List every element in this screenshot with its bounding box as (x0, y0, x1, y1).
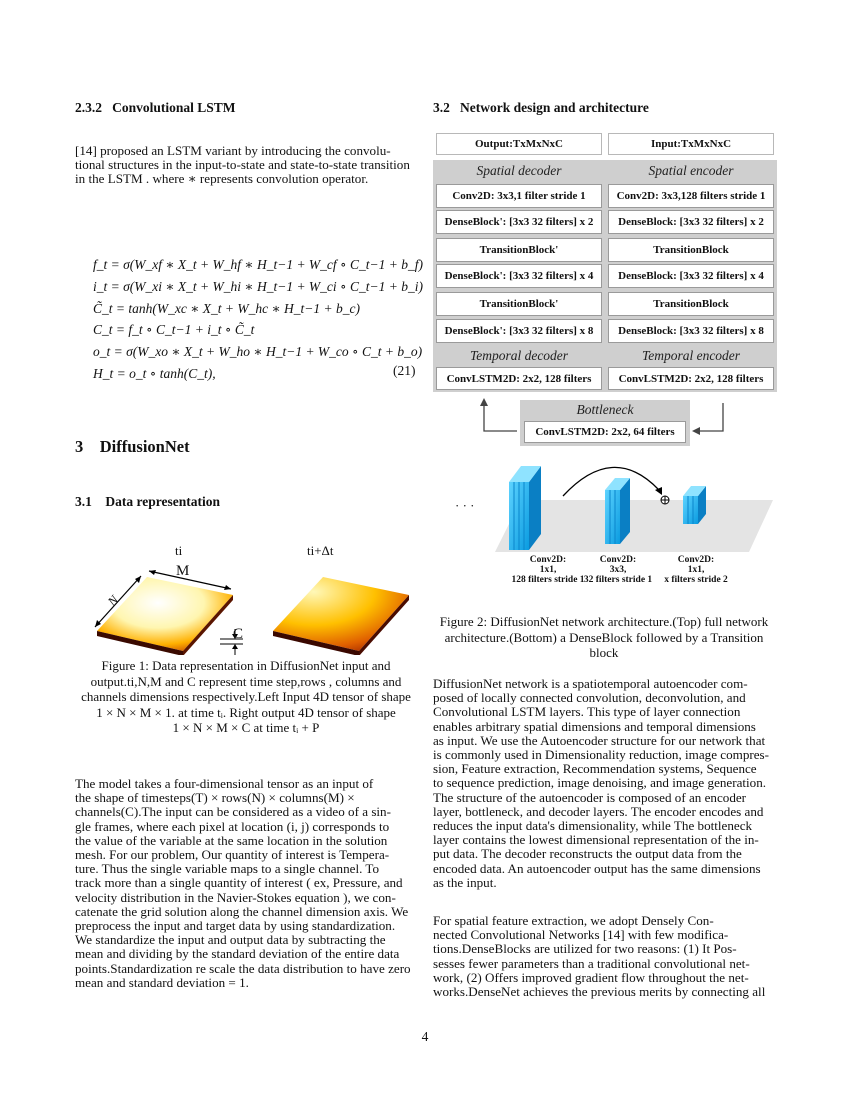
caption-line: 1 × N × M × 1. at time tᵢ. Right output 4D tensor of shape (96, 704, 396, 720)
text-line: mean and standard deviation = 1. (75, 974, 249, 990)
text-line: posed of locally connected convolution, deconvolution, and (433, 690, 746, 706)
text-line: in the LSTM . where ∗ represents convolution operator. (75, 171, 369, 187)
section-number: 3.2 (433, 100, 450, 115)
decoder-denseblock-2: DenseBlock': [3x3 32 filters] x 4 (436, 264, 602, 288)
text-line: tions.DenseBlocks are utilized for two reasons: (1) It Pos- (433, 941, 737, 957)
text-line: DiffusionNet network is a spatiotemporal autoencoder com- (433, 676, 748, 691)
section-title: Network design and architecture (460, 100, 649, 115)
section-number: 3 (75, 437, 84, 456)
encoder-denseblock-3: DenseBlock: [3x3 32 filters] x 8 (608, 319, 774, 343)
architecture-paragraph-2 (433, 914, 776, 999)
layer-conv2d-1x1-128 (509, 466, 541, 550)
fig1-time-label-left: ti (175, 543, 183, 558)
figure-2-denseblock (433, 448, 778, 588)
input-tensor-plate (97, 577, 233, 655)
data-representation-paragraph (75, 777, 416, 990)
denseblock-diagram (433, 448, 778, 556)
label-line: 1x1, (687, 565, 705, 575)
text-line: channels(C).The input can be considered as a video of a sin- (75, 804, 391, 820)
output-tensor-plate (273, 577, 409, 655)
ellipsis: · · · (455, 498, 475, 513)
equation-line: C_t = f_t ∘ C_t−1 + i_t ∘ C̃_t (93, 322, 255, 338)
text-line: enables arbitrary spatial dimensions and temporal dimensions (433, 718, 756, 734)
figure-2-caption (428, 614, 780, 661)
temporal-encoder-label: Temporal encoder (605, 345, 777, 367)
text-line: to sequence prediction, image denoising, and image generation. (433, 775, 767, 791)
section-title: Data representation (105, 494, 220, 509)
text-line: work, (2) Offers improved gradient flow throughout the net- (433, 969, 749, 985)
text-line: is commonly used in Dimensionality reduction, image compres- (433, 747, 770, 763)
decoder-denseblock-3: DenseBlock': [3x3 32 filters] x 8 (436, 319, 602, 343)
fig1-m-label: M (176, 563, 190, 579)
label-layer-3 (641, 555, 751, 585)
text-line: gle frames, where each pixel at location (i, j) corresponds to (75, 818, 390, 834)
text-line: Convolutional LSTM layers. This type of layer connection (433, 704, 741, 720)
equation-line: i_t = σ(W_xi ∗ X_t + W_hi ∗ H_t−1 + W_ci ∘ C_t−1 + b_i) (93, 278, 424, 294)
text-line: mean and dividing by the standard deviation of the entire data (75, 946, 400, 962)
decoder-convlstm-block: ConvLSTM2D: 2x2, 128 filters (436, 367, 602, 390)
text-line: For spatial feature extraction, we adopt Densely Con- (433, 913, 714, 928)
text-line: the shape of timesteps(T) × rows(N) × columns(M) × (75, 790, 355, 806)
equation-line: H_t = o_t ∘ tanh(C_t), (93, 365, 216, 381)
caption-line: output.ti,N,M and C represent time step,rows , columns and (90, 673, 402, 689)
bottleneck-connector-arrows (433, 133, 778, 448)
architecture-paragraph-1 (433, 677, 776, 890)
encoder-conv2d-block: Conv2D: 3x3,128 filters stride 1 (608, 184, 774, 208)
encoder-convlstm-block: ConvLSTM2D: 2x2, 128 filters (608, 367, 774, 390)
caption-line: block (589, 645, 619, 660)
fig1-c-label: C (233, 626, 244, 642)
caption-line: Figure 2: DiffusionNet network architecture.(Top) full network (439, 614, 769, 629)
convlstm-equations (93, 254, 424, 385)
spatial-encoder-label: Spatial encoder (605, 160, 777, 182)
text-line: track more than a single quantity of interest ( ex, Pressure, and (75, 875, 403, 891)
text-line: nected Convolutional Networks [14] with few modifica- (433, 927, 729, 943)
section-title: DiffusionNet (99, 437, 190, 456)
caption-line: architecture.(Bottom) a DenseBlock followed by a Transition (444, 629, 764, 645)
bottleneck-convlstm-block: ConvLSTM2D: 2x2, 64 filters (524, 421, 686, 443)
caption-line: Figure 1: Data representation in DiffusionNet input and (101, 658, 391, 673)
text-line: [14] proposed an LSTM variant by introducing the convolu- (75, 143, 391, 158)
label-line: 3x3, (609, 565, 627, 575)
text-line: sion, Feature extraction, Recommendation systems, Sequence (433, 761, 757, 777)
text-line: layer, bottleneck, and decoder layers. The encoder encodes and (433, 803, 764, 819)
label-line: 128 filters stride 1 (511, 575, 585, 585)
section-number: 2.3.2 (75, 100, 102, 115)
decoder-output-block: Output:TxMxNxC (436, 133, 602, 155)
bottleneck-label: Bottleneck (576, 402, 634, 417)
label-line: 32 filters stride 1 (583, 575, 653, 585)
text-line: the value of the variable at the same location in the solution (75, 832, 388, 848)
layer-conv2d-3x3-32 (605, 478, 630, 544)
text-line: sesses fewer parameters than a traditional convolutional net- (433, 955, 750, 971)
text-line: works.DenseNet achieves the previous merits by connecting all (433, 984, 766, 1000)
section-3-heading (75, 437, 190, 457)
fig1-n-label: N (104, 592, 122, 609)
page-number: 4 (421, 1029, 429, 1044)
text-line: as the input. (433, 874, 497, 890)
temporal-decoder-label: Temporal decoder (433, 345, 605, 367)
text-line: mesh. For our problem, Our quantity of interest is Tempera- (75, 847, 390, 863)
text-line: as input. We use the Autoencoder structure for our network that (433, 732, 766, 748)
text-line: preprocess the input and target data by using standardization. (75, 918, 396, 934)
section-3-1-heading (75, 494, 220, 510)
caption-line: 1 × N × M × C at time tᵢ + P (172, 720, 320, 735)
encoder-denseblock-2: DenseBlock: [3x3 32 filters] x 4 (608, 264, 774, 288)
text-line: ture. Thus the single variable maps to a single channel. To (75, 861, 380, 877)
fig1-tensor-plates (75, 555, 420, 655)
layer-conv2d-1x1-stride2 (683, 486, 706, 524)
text-line: put data. The decoder reconstructs the output data from the (433, 846, 742, 862)
label-line: Conv2D: (677, 555, 715, 565)
decoder-transitionblock-2: TransitionBlock' (436, 292, 602, 316)
equation-line: f_t = σ(W_xf ∗ X_t + W_hf ∗ H_t−1 + W_cf ∘ C_t−1 + b_f) (93, 257, 424, 272)
label-line: 1x1, (539, 565, 557, 575)
spatial-decoder-label: Spatial decoder (433, 160, 605, 182)
decoder-conv2d-block: Conv2D: 3x3,1 filter stride 1 (436, 184, 602, 208)
text-line: tional structures in the input-to-state and state-to-state transition (75, 157, 410, 173)
text-line: The structure of the autoencoder is composed of an encoder (433, 789, 747, 805)
text-line: points.Standardization re scale the data distribution to have zero (75, 960, 411, 976)
text-line: encoded data. An autoencoder output has the same dimensions (433, 860, 761, 876)
section-2-3-2-heading (75, 100, 236, 116)
label-line: Conv2D: (529, 555, 567, 565)
figure-2-architecture (433, 133, 778, 448)
figure-1 (75, 535, 420, 655)
encoder-transitionblock-2: TransitionBlock (608, 292, 774, 316)
section-title: Convolutional LSTM (112, 100, 236, 115)
text-line: reduces the input data's dimensionality, while The bottleneck (433, 818, 753, 834)
encoder-denseblock-1: DenseBlock: [3x3 32 filters] x 2 (608, 210, 774, 234)
lstm-paragraph (75, 144, 416, 187)
encoder-transitionblock-1: TransitionBlock (608, 238, 774, 262)
label-line: Conv2D: (599, 555, 637, 565)
equation-line: o_t = σ(W_xo ∗ X_t + W_ho ∗ H_t−1 + W_co ∘ C_t + b_o) (93, 344, 423, 360)
caption-line: channels dimensions respectively.Left Input 4D tensor of shape (81, 689, 411, 704)
decoder-denseblock-1: DenseBlock': [3x3 32 filters] x 2 (436, 210, 602, 234)
section-number: 3.1 (75, 494, 92, 509)
equation-number: (21) (393, 363, 416, 378)
section-3-2-heading (433, 100, 649, 116)
label-line: x filters stride 2 (664, 575, 728, 585)
text-line: The model takes a four-dimensional tensor as an input of (75, 776, 374, 791)
text-line: layer contains the lowest dimensional representation of the in- (433, 832, 759, 848)
text-line: We standardize the input and output data by subtracting the (75, 932, 386, 948)
equation-line: C̃_t = tanh(W_xc ∗ X_t + W_hc ∗ H_t−1 + b_c) (93, 300, 360, 316)
figure-1-caption (68, 658, 424, 736)
text-line: catenate the grid solution along the channel dimension axis. We (75, 903, 409, 919)
text-line: velocity distribution in the Navier-Stokes equation ), we con- (75, 889, 396, 905)
fig1-time-label-right: ti+Δt (307, 543, 334, 558)
encoder-input-block: Input:TxMxNxC (608, 133, 774, 155)
decoder-transitionblock-1: TransitionBlock' (436, 238, 602, 262)
